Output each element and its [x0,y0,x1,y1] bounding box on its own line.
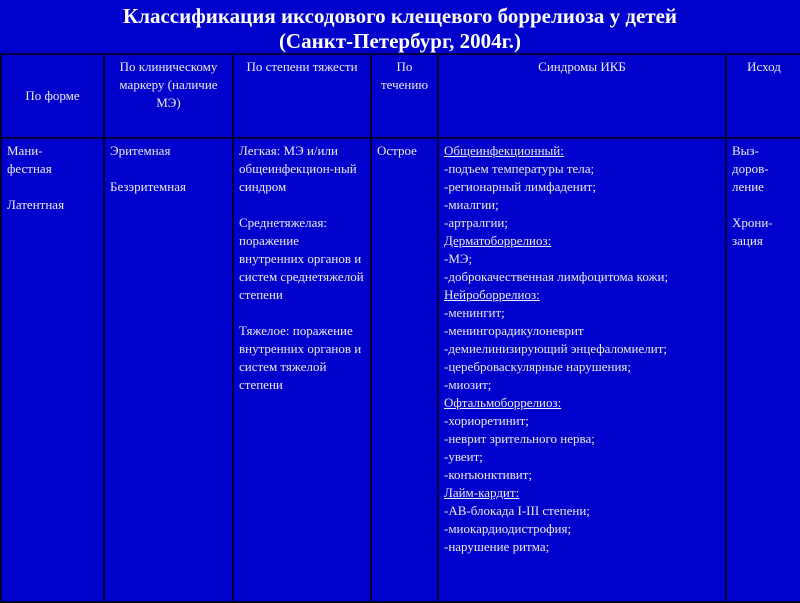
header-course: По течению [371,54,438,138]
outcome-chronic: Хрони-зация [732,215,773,248]
cell-marker [104,138,233,602]
form-latent: Латентная [7,197,65,212]
syndrome-heading: Лайм-кардит: [444,485,520,500]
classification-table [0,53,800,603]
syndrome-item: -артралгии; [444,215,508,230]
syndrome-item: -МЭ; [444,251,473,266]
syndrome-item: -подъем температуры тела; [444,161,595,176]
syndrome-item: -конъюнктивит; [444,467,533,482]
cell-outcome [726,138,800,602]
syndrome-item: -миозит; [444,377,492,392]
header-severity: По степени тяжести [233,54,371,138]
syndrome-item: -доброкачественная лимфоцитома кожи; [444,269,669,284]
outcome-recovery: Выз-доров-ление [732,143,769,194]
slide-title [0,4,800,54]
syndrome-item: -миокардиодистрофия; [444,521,572,536]
cell-syndromes [438,138,726,602]
syndrome-item: -регионарный лимфаденит; [444,179,596,194]
syndrome-heading: Нейроборрелиоз: [444,287,540,302]
cell-form [1,138,104,602]
header-form: По форме [1,54,104,138]
marker-non-erythema: Безэритемная [110,179,186,194]
syndrome-item: -нарушение ритма; [444,539,550,554]
header-row [1,54,800,138]
syndrome-item: -цереброваскулярные нарушения; [444,359,632,374]
severity-mild: Легкая: МЭ и/или общеинфекцион-ный синдром [239,143,357,194]
form-manifest: Мани-фестная [7,143,52,176]
course-acute: Острое [377,143,417,158]
syndrome-item: -увеит; [444,449,483,464]
syndrome-heading: Офтальмоборрелиоз: [444,395,562,410]
header-marker: По клиническому маркеру (наличие МЭ) [104,54,233,138]
syndrome-item: -миалгии; [444,197,499,212]
syndrome-item: -менингит; [444,305,505,320]
syndrome-item: -хориоретинит; [444,413,529,428]
marker-erythema: Эритемная [110,143,171,158]
header-syndromes: Синдромы ИКБ [438,54,726,138]
syndrome-item: -менингорадикулоневрит [444,323,584,338]
syndrome-item: -АВ-блокада I-III степени; [444,503,590,518]
syndrome-item: -демиелинизирующий энцефаломиелит; [444,341,667,356]
syndrome-item: -неврит зрительного нерва; [444,431,595,446]
syndrome-heading: Дерматоборрелиоз: [444,233,552,248]
title-line-1: Классификация иксодового клещевого боррелиоза у детей [122,4,678,28]
syndrome-heading: Общеинфекционный: [444,143,564,158]
header-outcome: Исход [726,54,800,138]
cell-course [371,138,438,602]
cell-severity [233,138,371,602]
table-row [1,138,800,602]
severity-severe: Тяжелое: поражение внутренних органов и систем тяжелой степени [239,323,362,392]
severity-moderate: Среднетяжелая: поражение внутренних органов и систем среднетяжелой степени [239,215,364,302]
title-line-2: (Санкт-Петербург, 2004г.) [278,29,522,53]
